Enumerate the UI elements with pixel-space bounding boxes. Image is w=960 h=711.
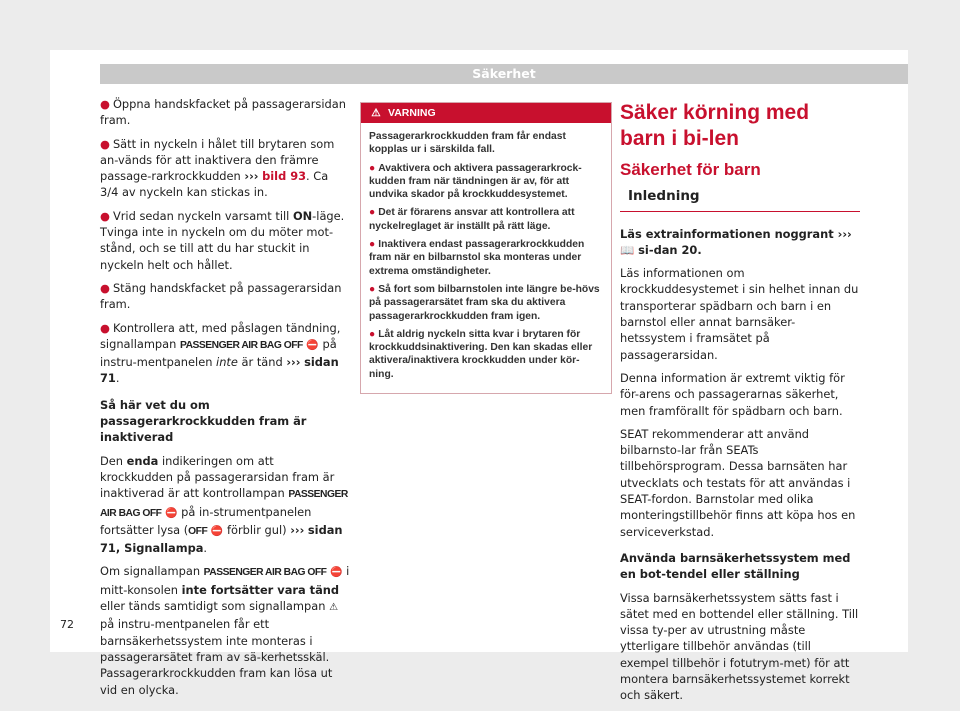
right-column: [620, 96, 860, 711]
warning-item: ● Låt aldrig nyckeln sitta kvar i brytaren för krockkuddsinaktivering. Den kan skadas eller aktivera/inaktivera krockkudden under kör-ning.: [369, 328, 593, 380]
paragraph: Den enda indikeringen om att krockkudden på passagerarsidan fram är inaktiverad är att kontrollampan PASSENGER AIR BAG OFF ⛔ på in-strumentpanelen fortsätter lysa (OFF ⛔ förblir gul) ››› sidan 71, Signallampa.: [100, 453, 348, 556]
page-link[interactable]: sidan 71: [100, 355, 339, 386]
warning-item: ● Inaktivera endast passagerarkrockkudden fram när en bilbarnstol ska monteras under extrema omständigheter.: [369, 239, 585, 277]
page-number: 72: [60, 618, 74, 631]
page-link[interactable]: si-dan 20: [638, 242, 698, 257]
warning-intro: Passagerarkrockkudden fram får endast kopplas ur i särskilda fall.: [369, 131, 566, 156]
figure-link[interactable]: bild 93: [262, 169, 307, 184]
subsection-title: Inledning: [620, 188, 860, 211]
left-column: [100, 96, 350, 705]
paragraph: SEAT rekommenderar att använd bilbarnsto-lar från SEATs tillbehörsprogram. Dessa barnsäten har utvecklats och testats för att användas i SEAT-fordon. Barnstolar med olika monteringstillbehör finns att köpa hos en serviceverkstad.: [620, 426, 856, 539]
bullet-item: ● Kontrollera att, med påslagen tändning, signallampan PASSENGER AIR BAG OFF ⛔ på instru-mentpanelen inte är tänd ››› sidan 71.: [100, 320, 341, 386]
warning-body: [361, 123, 611, 393]
paragraph: Denna information är extremt viktig för för-arens och passagerarnas säkerhet, men framförallt för spädbarn och barn.: [620, 370, 845, 418]
document-page: [50, 50, 908, 703]
paragraph: Läs informationen om krockkuddesystemet i sin helhet innan du transporterar spädbarn och barn i en barnstol eller annat barnsäker-hetssystem i framsätet på passagerarsidan.: [620, 266, 859, 362]
airbag-off-icon: ⛔: [210, 525, 224, 537]
bullet-item: ● Stäng handskfacket på passagerarsidan fram.: [100, 280, 342, 312]
section-header: Säkerhet: [100, 64, 908, 84]
warning-item: ● Avaktivera och aktivera passagerarkrock-kudden fram när tändningen är av, för att undvika skador på krockkuddesystemet.: [369, 162, 582, 201]
page-link[interactable]: sidan 71, Signallampa: [100, 522, 343, 556]
section-title: Säkerhet för barn: [620, 160, 761, 179]
airbag-off-icon: ⛔: [306, 339, 319, 351]
warning-box: [360, 102, 612, 394]
warning-triangle-icon: ⚠: [371, 107, 381, 119]
airbag-icon: ⚠: [329, 602, 339, 614]
bullet-item: ● Öppna handskfacket på passagerarsidan fram.: [100, 97, 346, 128]
paragraph: Om signallampan PASSENGER AIR BAG OFF ⛔ i mitt-konsolen inte fortsätter vara tänd eller tänds samtidigt som signallampan ⚠ på instru-mentpanelen får ett barnsäkerhetssystem inte monteras i passagerarsätet fram av sä-kerhetsskäl. Passagerarkrockkudden fram kan lösa ut vid en olycka.: [100, 564, 350, 697]
warning-item: ● Det är förarens ansvar att kontrollera att nyckelreglaget är inställt på rätt läge.: [369, 207, 575, 232]
paragraph: Läs extrainformationen noggrant ››› 📖 si-dan 20.: [620, 226, 852, 257]
chapter-title: Säker körning med barn i bi-len: [620, 101, 810, 150]
bullet-item: ● Vrid sedan nyckeln varsamt till ON-läge. Tvinga inte in nyckeln om du möter mot-stånd, och se till att du har stuckit in nyckeln helt och hållet.: [100, 208, 345, 272]
warning-header: ⚠ VARNING: [361, 103, 611, 123]
paragraph: Vissa barnsäkerhetssystem sätts fast i sätet med en bottendel eller ställning. Till vissa ty-per av utrustning måste ytterligare tillbehör användas (till exempel tillbehör i fotutrym-met) för att montera barnsäkerhetssystemet korrekt och säkert.: [620, 590, 859, 703]
warning-item: ● Så fort som bilbarnstolen inte längre be-hövs på passagerarsätet fram ska du aktivera passagerarkrockkudden fram igen.: [369, 283, 600, 322]
book-icon: 📖: [620, 242, 635, 257]
bullet-item: ● Sätt in nyckeln i hålet till brytaren som an-vänds för att inaktivera den främre passage-rarkrockkudden ››› bild 93. Ca 3/4 av nyckeln kan stickas in.: [100, 136, 335, 200]
sub-heading: Använda barnsäkerhetssystem med en bot-tendel eller ställning: [620, 550, 851, 582]
airbag-off-icon: ⛔: [330, 567, 343, 579]
airbag-off-icon: ⛔: [165, 507, 178, 519]
sub-heading: Så här vet du om passagerarkrockkudden fram är inaktiverad: [100, 397, 307, 445]
